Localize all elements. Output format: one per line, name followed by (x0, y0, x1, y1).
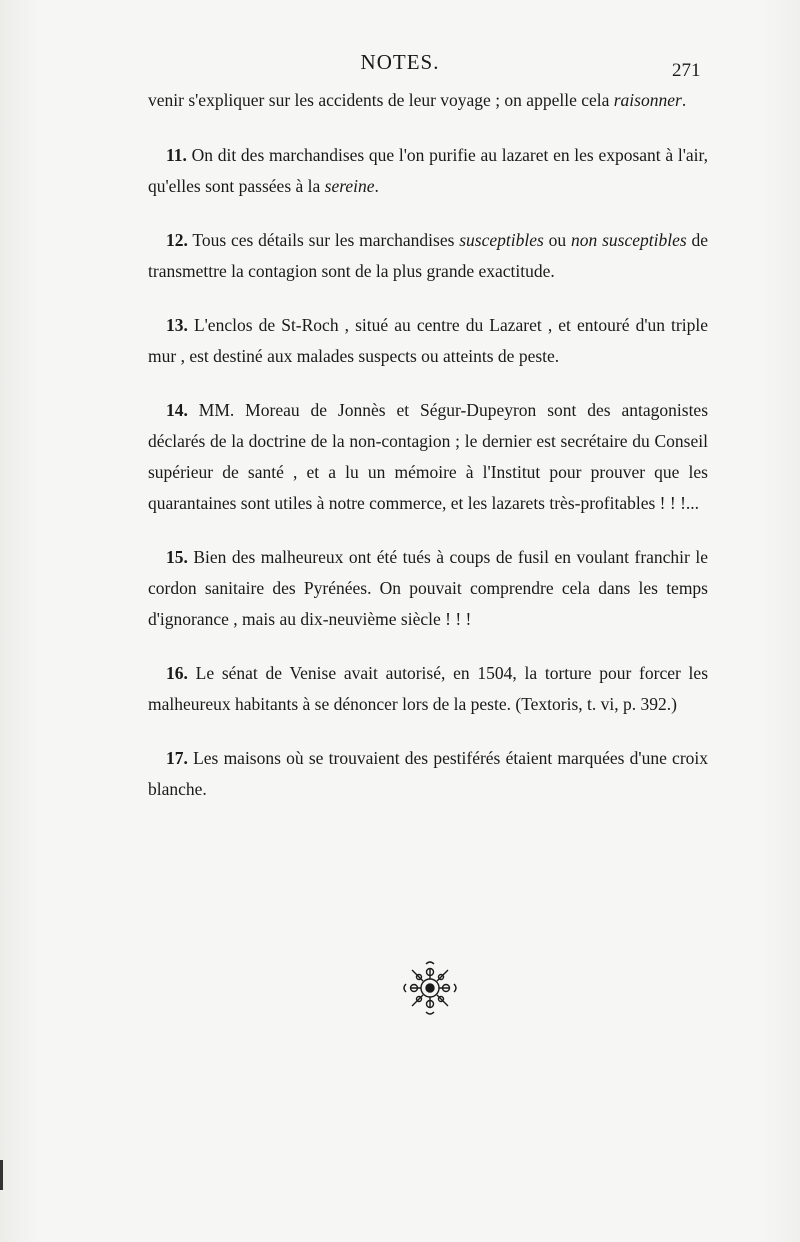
note-number: 17. (166, 748, 188, 768)
note-17 (148, 743, 708, 805)
note-11 (148, 140, 708, 202)
note-text: Tous ces détails sur les marchandises (192, 230, 460, 250)
note-number: 13. (166, 315, 188, 335)
note-emphasis: non susceptibles (571, 230, 687, 250)
note-text: Les maisons où se trouvaient des pestiférés étaient marquées d'une croix blanche. (148, 748, 709, 799)
note-number: 14. (166, 400, 188, 420)
page-number: 271 (672, 60, 701, 81)
note-text: Le sénat de Venise avait autorisé, en 1504, la torture pour forcer les malheureux habitants à se dénoncer lors de la peste. (Textoris, t. vi, p. 392.) (148, 663, 708, 714)
note-text-mid: ou (543, 230, 571, 250)
note-12 (148, 225, 708, 287)
note-15 (148, 542, 708, 635)
note-text: MM. Moreau de Jonnès et Ségur-Dupeyron sont des antagonistes déclarés de la doctrine de la non-contagion ; le dernier est secrétaire du Conseil supérieur de santé , et a lu un mémoire à l'Institut pour prouver que les quarantaines sont utiles à notre commerce, et les lazarets très-profitables ! ! !... (148, 400, 709, 513)
note-text: Bien des malheureux ont été tués à coups de fusil en voulant franchir le cordon sanitaire des Pyrénées. On pouvait comprendre cela dans les temps d'ignorance , mais au dix-neuvième siècle ! ! ! (148, 547, 708, 629)
note-14 (148, 395, 708, 519)
note-text-tail: . (374, 176, 379, 196)
running-head: NOTES. (360, 50, 440, 74)
note-13 (148, 310, 708, 372)
floral-ornament-icon (400, 958, 460, 1018)
note-emphasis: susceptibles (459, 230, 544, 250)
note-text: L'enclos de St-Roch , situé au centre du Lazaret , et entouré d'un triple mur , est destiné aux malades suspects ou atteints de peste. (148, 315, 708, 366)
note-emphasis: sereine (324, 176, 375, 196)
note-number: 11. (166, 145, 187, 165)
continuation-tail: . (681, 90, 687, 110)
notes-body (148, 85, 708, 828)
note-text: On dit des marchandises que l'on purifie au lazaret en les exposant à l'air, qu'elles sont passées à la (148, 145, 709, 196)
note-number: 15. (166, 547, 188, 567)
note-number: 12. (166, 230, 188, 250)
continuation-text: venir s'expliquer sur les accidents de leur voyage ; on appelle cela (148, 90, 614, 110)
scan-edge-mark (0, 1160, 3, 1190)
note-text-tail: de transmettre la contagion sont de la plus grande exactitude. (148, 230, 709, 281)
continuation-emphasis: raisonner (613, 90, 682, 110)
continuation-paragraph (148, 85, 708, 116)
note-16 (148, 658, 708, 720)
note-number: 16. (166, 663, 188, 683)
